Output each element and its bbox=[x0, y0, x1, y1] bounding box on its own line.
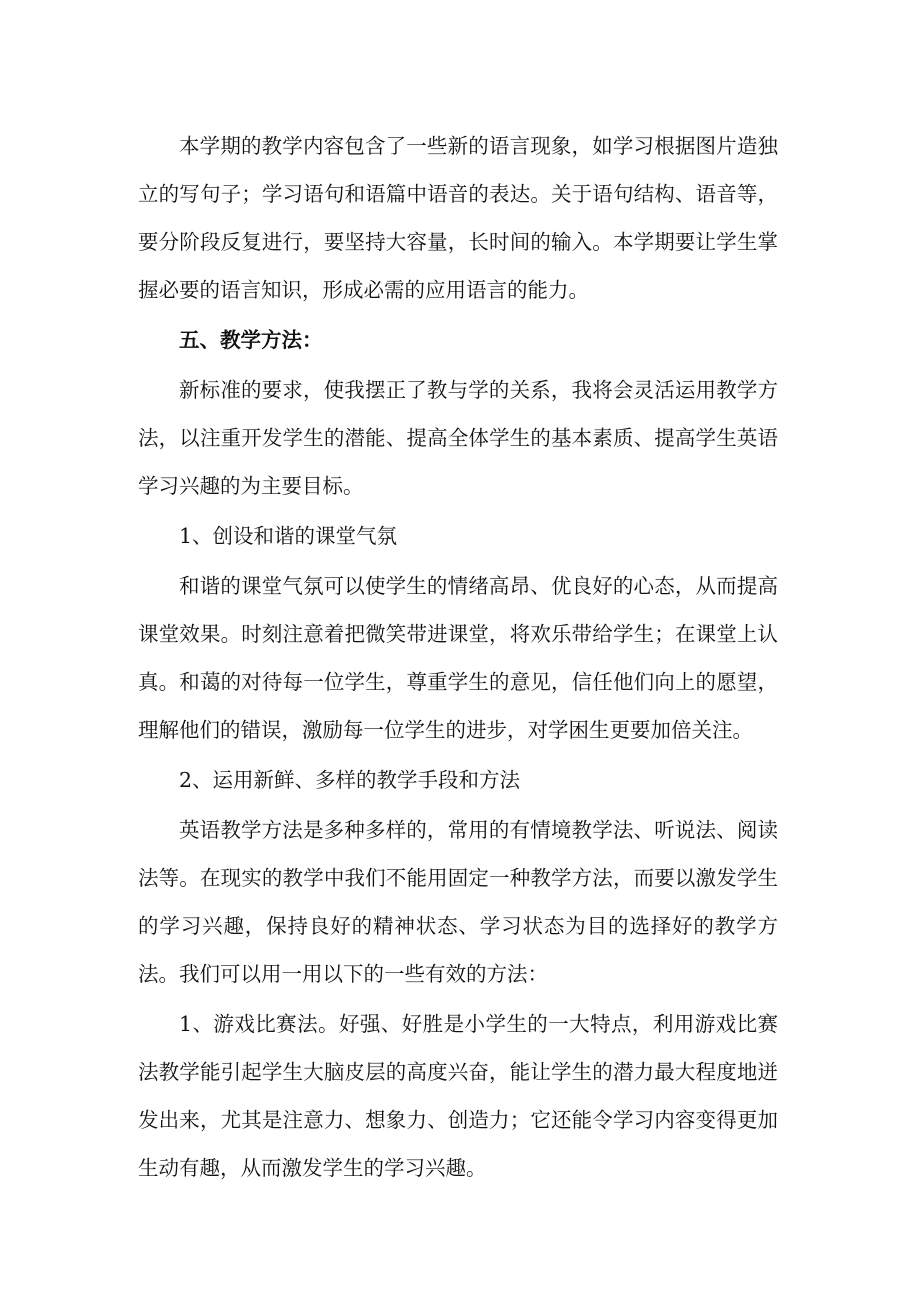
subheading-harmonious-atmosphere: 1、创设和谐的课堂气氛 bbox=[179, 524, 398, 548]
section-heading-teaching-methods: 五、教学方法： bbox=[179, 328, 323, 352]
document-body bbox=[138, 122, 778, 1194]
paragraph-new-standard: 新标准的要求，使我摆正了教与学的关系，我将会灵活运用教学方法，以注重开发学生的潜能、提高全体学生的基本素质、提高学生英语学习兴趣的为主要目标。 bbox=[138, 378, 778, 498]
paragraph-english-methods: 英语教学方法是多种多样的，常用的有情境教学法、听说法、阅读法等。在现实的教学中我们不能用固定一种教学方法，而要以激发学生的学习兴趣，保持良好的精神状态、学习状态为目的选择好的教学方法。我们可以用一用以下的一些有效的方法： bbox=[138, 818, 778, 986]
subheading-diverse-methods: 2、运用新鲜、多样的教学手段和方法 bbox=[179, 768, 521, 792]
paragraph-game-competition: 1、游戏比赛法。好强、好胜是小学生的一大特点，利用游戏比赛法教学能引起学生大脑皮层的高度兴奋，能让学生的潜力最大程度地迸发出来，尤其是注意力、想象力、创造力；它还能令学习内容变得更加生动有趣，从而激发学生的学习兴趣。 bbox=[138, 1012, 778, 1180]
paragraph-harmonious-atmosphere: 和谐的课堂气氛可以使学生的情绪高昂、优良好的心态，从而提高课堂效果。时刻注意着把微笑带进课堂，将欢乐带给学生；在课堂上认真。和蔼的对待每一位学生，尊重学生的意见，信任他们向上的愿望，理解他们的错误，激励每一位学生的进步，对学困生更要加倍关注。 bbox=[138, 574, 778, 742]
paragraph-teaching-content: 本学期的教学内容包含了一些新的语言现象，如学习根据图片造独立的写句子；学习语句和语篇中语音的表达。关于语句结构、语音等，要分阶段反复进行，要坚持大容量，长时间的输入。本学期要让学生掌握必要的语言知识，形成必需的应用语言的能力。 bbox=[138, 134, 778, 302]
